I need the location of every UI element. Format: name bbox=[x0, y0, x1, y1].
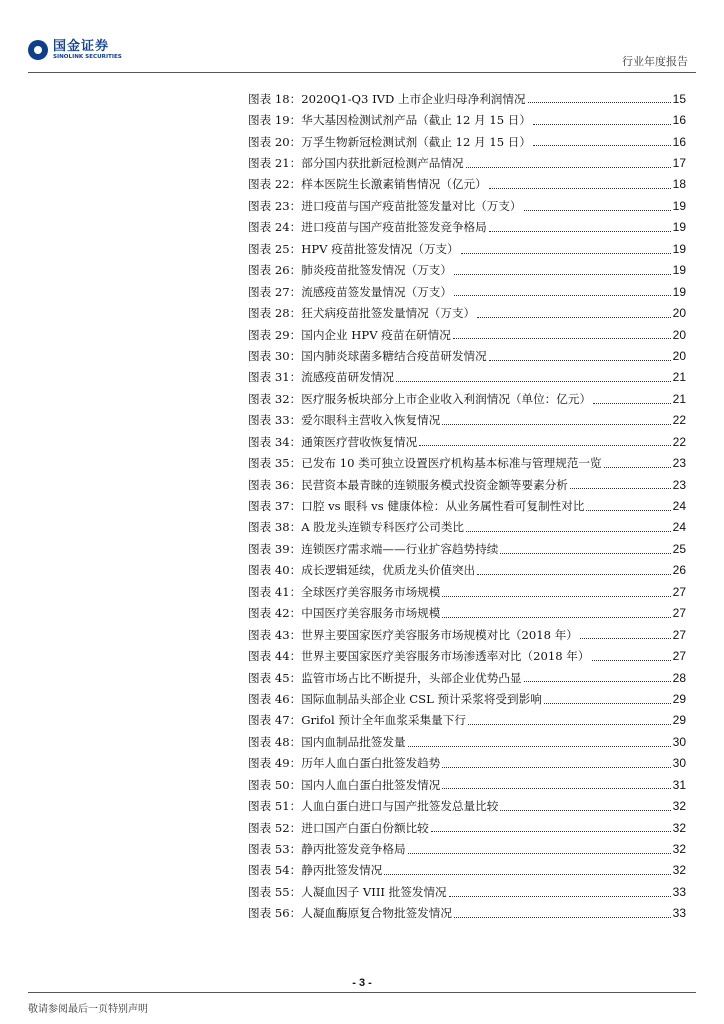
toc-entry[interactable] bbox=[248, 431, 686, 452]
toc-entry[interactable] bbox=[248, 538, 686, 559]
toc-entry-title: 爱尔眼科主营收入恢复情况 bbox=[301, 413, 441, 428]
toc-entry[interactable] bbox=[248, 710, 686, 731]
toc-entry[interactable] bbox=[248, 324, 686, 345]
toc-entry-label: 图表 39： bbox=[248, 541, 302, 556]
toc-entry-label: 图表 44： bbox=[248, 649, 302, 664]
toc-entry-page: 33 bbox=[672, 906, 686, 921]
toc-entry-title: 华大基因检测试剂产品（截止 12 月 15 日） bbox=[301, 113, 531, 128]
toc-entry-page: 32 bbox=[672, 820, 686, 835]
header-divider bbox=[28, 72, 696, 73]
toc-entry[interactable] bbox=[248, 881, 686, 902]
toc-entry[interactable] bbox=[248, 474, 686, 495]
toc-entry-title: 进口疫苗与国产疫苗批签发量对比（万支） bbox=[301, 198, 522, 213]
toc-entry-title: 国内人血白蛋白批签发情况 bbox=[301, 777, 441, 792]
toc-entry-title: 部分国内获批新冠检测产品情况 bbox=[301, 156, 464, 171]
toc-entry-label: 图表 27： bbox=[248, 284, 302, 299]
toc-entry-page: 18 bbox=[672, 177, 686, 192]
toc-entry-page: 17 bbox=[672, 156, 686, 171]
toc-entry-title: 静丙批签发竞争格局 bbox=[301, 842, 406, 857]
toc-entry[interactable] bbox=[248, 281, 686, 302]
toc-dot-leader bbox=[489, 231, 671, 232]
toc-entry-title: 2020Q1-Q3 IVD 上市企业归母净利润情况 bbox=[301, 91, 526, 106]
toc-dot-leader bbox=[544, 703, 671, 704]
toc-entry-page: 20 bbox=[672, 327, 686, 342]
toc-entry-page: 27 bbox=[672, 584, 686, 599]
toc-entry[interactable] bbox=[248, 388, 686, 409]
toc-entry-page: 27 bbox=[672, 606, 686, 621]
toc-entry-label: 图表 31： bbox=[248, 370, 302, 385]
toc-dot-leader bbox=[533, 124, 671, 125]
toc-dot-leader bbox=[396, 381, 671, 382]
toc-dot-leader bbox=[466, 167, 671, 168]
toc-dot-leader bbox=[477, 317, 670, 318]
toc-entry-label: 图表 29： bbox=[248, 327, 302, 342]
toc-entry-label: 图表 49： bbox=[248, 756, 302, 771]
toc-entry-label: 图表 47： bbox=[248, 713, 302, 728]
toc-entry-title: 全球医疗美容服务市场规模 bbox=[301, 584, 441, 599]
toc-dot-leader bbox=[524, 210, 671, 211]
toc-dot-leader bbox=[593, 403, 671, 404]
toc-entry-page: 21 bbox=[672, 391, 686, 406]
toc-entry[interactable] bbox=[248, 260, 686, 281]
toc-entry-label: 图表 36： bbox=[248, 477, 302, 492]
toc-entry-page: 30 bbox=[672, 734, 686, 749]
toc-entry-page: 15 bbox=[672, 91, 686, 106]
toc-dot-leader bbox=[489, 188, 671, 189]
toc-dot-leader bbox=[500, 810, 670, 811]
toc-entry-label: 图表 48： bbox=[248, 734, 302, 749]
footer-divider bbox=[28, 992, 696, 993]
toc-entry-title: 世界主要国家医疗美容服务市场规模对比（2018 年） bbox=[301, 627, 578, 642]
toc-dot-leader bbox=[477, 574, 670, 575]
toc-entry-page: 29 bbox=[672, 691, 686, 706]
toc-entry[interactable] bbox=[248, 560, 686, 581]
toc-entry-page: 27 bbox=[672, 627, 686, 642]
toc-entry-page: 27 bbox=[672, 649, 686, 664]
toc-entry-label: 图表 21： bbox=[248, 156, 302, 171]
toc-entry-title: 流感疫苗研发情况 bbox=[301, 370, 394, 385]
toc-entry-title: 国内肺炎球菌多糖结合疫苗研发情况 bbox=[301, 348, 487, 363]
toc-dot-leader bbox=[408, 746, 671, 747]
toc-dot-leader bbox=[442, 424, 670, 425]
toc-entry-title: 国际血制品头部企业 CSL 预计采浆将受到影响 bbox=[301, 691, 542, 706]
toc-entry-label: 图表 37： bbox=[248, 499, 302, 514]
toc-entry-title: 医疗服务板块部分上市企业收入利润情况（单位：亿元） bbox=[301, 391, 592, 406]
toc-entry-label: 图表 26： bbox=[248, 263, 302, 278]
toc-entry-title: 民营资本最青睐的连锁服务模式投资金额等要素分析 bbox=[301, 477, 568, 492]
toc-dot-leader bbox=[408, 853, 671, 854]
toc-dot-leader bbox=[431, 831, 671, 832]
toc-entry-label: 图表 51： bbox=[248, 799, 302, 814]
toc-entry[interactable] bbox=[248, 345, 686, 366]
toc-entry-page: 19 bbox=[672, 263, 686, 278]
toc-entry-label: 图表 43： bbox=[248, 627, 302, 642]
toc-entry[interactable] bbox=[248, 217, 686, 238]
toc-dot-leader bbox=[468, 724, 671, 725]
toc-dot-leader bbox=[442, 767, 670, 768]
toc-entry-page: 16 bbox=[672, 134, 686, 149]
toc-entry[interactable] bbox=[248, 753, 686, 774]
toc-entry[interactable] bbox=[248, 903, 686, 924]
table-of-figures bbox=[248, 88, 686, 924]
toc-entry[interactable] bbox=[248, 731, 686, 752]
toc-entry-title: HPV 疫苗批签发情况（万支） bbox=[301, 241, 459, 256]
toc-entry-label: 图表 24： bbox=[248, 220, 302, 235]
toc-entry-label: 图表 28： bbox=[248, 306, 302, 321]
toc-entry-title: 人凝血酶原复合物批签发情况 bbox=[301, 906, 452, 921]
toc-entry-page: 20 bbox=[672, 348, 686, 363]
toc-dot-leader bbox=[442, 596, 670, 597]
report-type: 行业年度报告 bbox=[622, 55, 688, 68]
toc-entry[interactable] bbox=[248, 817, 686, 838]
toc-entry-label: 图表 53： bbox=[248, 842, 302, 857]
toc-entry-page: 24 bbox=[672, 499, 686, 514]
logo-name-cn: 国金证券 bbox=[53, 39, 110, 54]
toc-entry-title: 世界主要国家医疗美容服务市场渗透率对比（2018 年） bbox=[301, 649, 590, 664]
toc-entry-label: 图表 19： bbox=[248, 113, 302, 128]
toc-entry-page: 22 bbox=[672, 434, 686, 449]
toc-dot-leader bbox=[454, 274, 671, 275]
toc-entry-title: 样本医院生长激素销售情况（亿元） bbox=[301, 177, 487, 192]
toc-dot-leader bbox=[419, 445, 670, 446]
toc-dot-leader bbox=[384, 874, 670, 875]
toc-entry-title: 流感疫苗签发量情况（万支） bbox=[301, 284, 452, 299]
toc-entry-title: 静丙批签发情况 bbox=[301, 863, 383, 878]
toc-entry-page: 32 bbox=[672, 842, 686, 857]
toc-entry-page: 25 bbox=[672, 541, 686, 556]
toc-entry[interactable] bbox=[248, 238, 686, 259]
toc-entry-label: 图表 20： bbox=[248, 134, 302, 149]
toc-entry-title: 历年人血白蛋白批签发趋势 bbox=[301, 756, 441, 771]
toc-dot-leader bbox=[592, 660, 671, 661]
toc-entry-page: 32 bbox=[672, 799, 686, 814]
toc-entry-page: 31 bbox=[672, 777, 686, 792]
toc-entry-title: 肺炎疫苗批签发情况（万支） bbox=[301, 263, 452, 278]
toc-entry[interactable] bbox=[248, 860, 686, 881]
toc-entry-page: 19 bbox=[672, 284, 686, 299]
toc-entry[interactable] bbox=[248, 302, 686, 323]
disclaimer: 敬请参阅最后一页特别声明 bbox=[28, 1004, 148, 1015]
toc-entry[interactable] bbox=[248, 109, 686, 130]
toc-entry-page: 29 bbox=[672, 713, 686, 728]
toc-entry-label: 图表 42： bbox=[248, 606, 302, 621]
toc-entry[interactable] bbox=[248, 624, 686, 645]
toc-entry-page: 21 bbox=[672, 370, 686, 385]
page-number: - 3 - bbox=[352, 977, 372, 989]
toc-dot-leader bbox=[454, 295, 671, 296]
toc-entry-label: 图表 55： bbox=[248, 884, 302, 899]
toc-entry-label: 图表 18： bbox=[248, 91, 302, 106]
toc-entry[interactable] bbox=[248, 581, 686, 602]
toc-entry-title: 万孚生物新冠检测试剂（截止 12 月 15 日） bbox=[301, 134, 531, 149]
toc-entry-page: 26 bbox=[672, 563, 686, 578]
toc-entry-label: 图表 45： bbox=[248, 670, 302, 685]
toc-entry-label: 图表 56： bbox=[248, 906, 302, 921]
toc-entry[interactable] bbox=[248, 174, 686, 195]
toc-entry-label: 图表 22： bbox=[248, 177, 302, 192]
toc-entry-label: 图表 46： bbox=[248, 691, 302, 706]
toc-entry-title: 成长逻辑延续，优质龙头价值突出 bbox=[301, 563, 476, 578]
toc-entry-label: 图表 32： bbox=[248, 391, 302, 406]
toc-entry[interactable] bbox=[248, 131, 686, 152]
toc-entry-page: 32 bbox=[672, 863, 686, 878]
toc-dot-leader bbox=[604, 467, 671, 468]
toc-dot-leader bbox=[528, 102, 671, 103]
toc-entry[interactable] bbox=[248, 452, 686, 473]
toc-entry-title: 连锁医疗需求端——行业扩容趋势持续 bbox=[301, 541, 499, 556]
toc-entry-label: 图表 34： bbox=[248, 434, 302, 449]
toc-entry-title: 监管市场占比不断提升，头部企业优势凸显 bbox=[301, 670, 522, 685]
toc-entry-page: 23 bbox=[672, 477, 686, 492]
toc-dot-leader bbox=[586, 510, 670, 511]
company-logo bbox=[28, 40, 122, 61]
toc-entry-page: 16 bbox=[672, 113, 686, 128]
toc-dot-leader bbox=[449, 896, 671, 897]
toc-dot-leader bbox=[442, 788, 670, 789]
toc-entry-title: 国内企业 HPV 疫苗在研情况 bbox=[301, 327, 451, 342]
toc-entry[interactable] bbox=[248, 195, 686, 216]
toc-entry-label: 图表 52： bbox=[248, 820, 302, 835]
toc-entry-title: Grifol 预计全年血浆采集量下行 bbox=[301, 713, 466, 728]
toc-entry-title: 进口国产白蛋白份额比较 bbox=[301, 820, 429, 835]
toc-entry-page: 22 bbox=[672, 413, 686, 428]
toc-dot-leader bbox=[570, 488, 671, 489]
toc-entry-label: 图表 50： bbox=[248, 777, 302, 792]
toc-entry-title: 进口疫苗与国产疫苗批签发竞争格局 bbox=[301, 220, 487, 235]
toc-entry-label: 图表 33： bbox=[248, 413, 302, 428]
toc-entry-label: 图表 54： bbox=[248, 863, 302, 878]
toc-entry-label: 图表 40： bbox=[248, 563, 302, 578]
toc-entry[interactable] bbox=[248, 367, 686, 388]
toc-entry-title: 人血白蛋白进口与国产批签发总量比较 bbox=[301, 799, 499, 814]
toc-entry[interactable] bbox=[248, 688, 686, 709]
toc-dot-leader bbox=[466, 531, 671, 532]
toc-entry-title: 通策医疗营收恢复情况 bbox=[301, 434, 418, 449]
toc-entry-page: 30 bbox=[672, 756, 686, 771]
logo-name-en: SINOLINK SECURITIES bbox=[53, 54, 122, 60]
toc-dot-leader bbox=[580, 638, 671, 639]
toc-entry-page: 19 bbox=[672, 220, 686, 235]
toc-entry-page: 19 bbox=[672, 241, 686, 256]
toc-entry[interactable] bbox=[248, 795, 686, 816]
toc-entry-label: 图表 25： bbox=[248, 241, 302, 256]
toc-entry-page: 23 bbox=[672, 456, 686, 471]
toc-entry-page: 24 bbox=[672, 520, 686, 535]
toc-entry-label: 图表 41： bbox=[248, 584, 302, 599]
toc-entry[interactable] bbox=[248, 645, 686, 666]
toc-entry[interactable] bbox=[248, 603, 686, 624]
toc-entry[interactable] bbox=[248, 517, 686, 538]
toc-entry-label: 图表 38： bbox=[248, 520, 302, 535]
toc-entry[interactable] bbox=[248, 774, 686, 795]
toc-entry[interactable] bbox=[248, 152, 686, 173]
toc-entry-title: A 股龙头连锁专科医疗公司类比 bbox=[301, 520, 465, 535]
toc-dot-leader bbox=[442, 617, 670, 618]
toc-entry-page: 20 bbox=[672, 306, 686, 321]
toc-entry-title: 狂犬病疫苗批签发量情况（万支） bbox=[301, 306, 476, 321]
toc-entry-label: 图表 35： bbox=[248, 456, 302, 471]
toc-dot-leader bbox=[453, 338, 671, 339]
toc-entry-page: 19 bbox=[672, 198, 686, 213]
toc-dot-leader bbox=[524, 681, 671, 682]
toc-entry-label: 图表 30： bbox=[248, 348, 302, 363]
page-header bbox=[0, 0, 724, 80]
toc-entry[interactable] bbox=[248, 667, 686, 688]
toc-dot-leader bbox=[461, 253, 671, 254]
logo-icon bbox=[28, 40, 48, 60]
toc-entry-title: 中国医疗美容服务市场规模 bbox=[301, 606, 441, 621]
toc-entry-title: 国内血制品批签发量 bbox=[301, 734, 406, 749]
toc-entry-page: 28 bbox=[672, 670, 686, 685]
toc-entry-label: 图表 23： bbox=[248, 198, 302, 213]
toc-dot-leader bbox=[533, 145, 671, 146]
toc-dot-leader bbox=[500, 553, 670, 554]
toc-entry[interactable] bbox=[248, 410, 686, 431]
toc-entry-page: 33 bbox=[672, 884, 686, 899]
toc-entry[interactable] bbox=[248, 495, 686, 516]
toc-dot-leader bbox=[454, 917, 671, 918]
toc-entry-title: 人凝血因子 VIII 批签发情况 bbox=[301, 884, 447, 899]
toc-entry-title: 已发布 10 类可独立设置医疗机构基本标准与管理规范一览 bbox=[301, 456, 602, 471]
toc-entry[interactable] bbox=[248, 88, 686, 109]
toc-entry[interactable] bbox=[248, 838, 686, 859]
toc-dot-leader bbox=[489, 360, 671, 361]
toc-entry-title: 口腔 vs 眼科 vs 健康体检：从业务属性看可复制性对比 bbox=[301, 499, 585, 514]
